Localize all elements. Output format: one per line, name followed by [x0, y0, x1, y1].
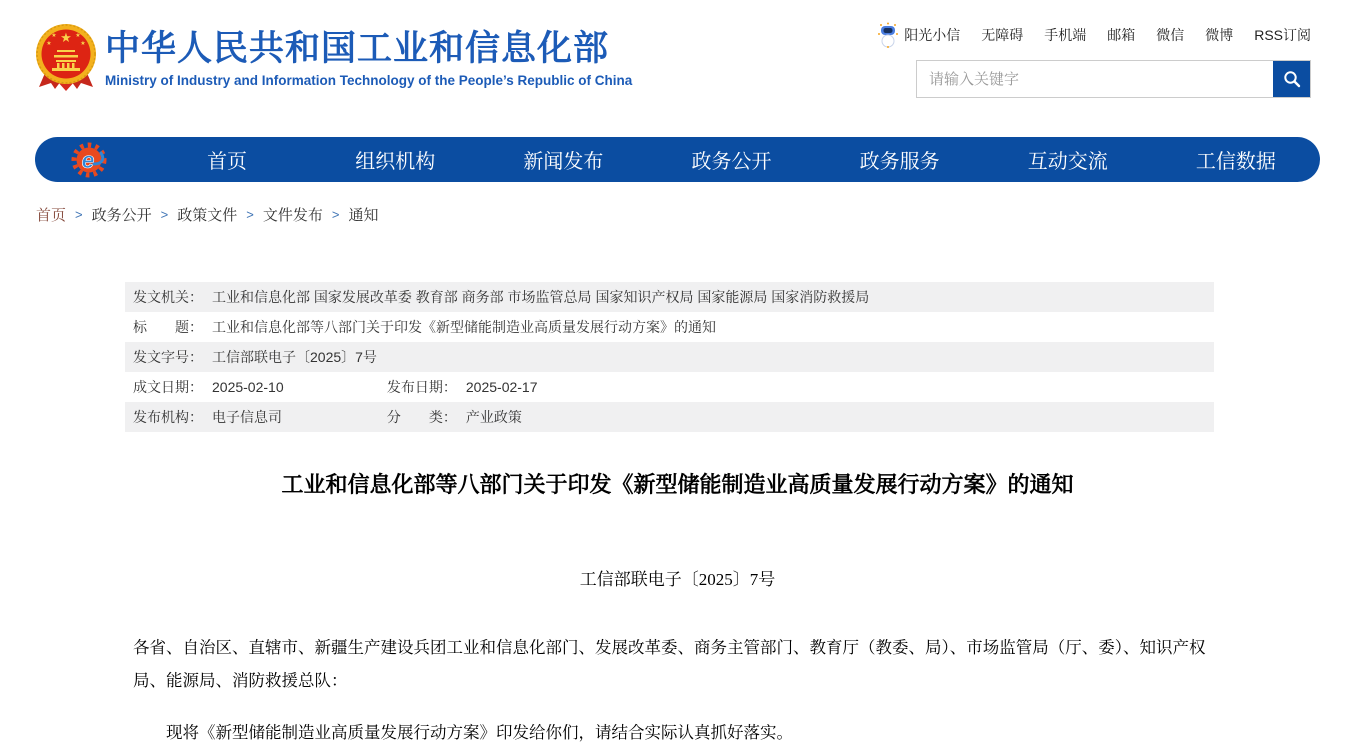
meta-row-doc-number	[125, 342, 1214, 372]
main-nav	[35, 137, 1320, 182]
breadcrumb-separator: >	[160, 207, 169, 222]
quick-link-mobile[interactable]: 手机端	[1044, 27, 1087, 43]
nav-item-news[interactable]: 新闻发布	[523, 151, 604, 173]
meta-label: 发文机关：	[133, 289, 203, 305]
svg-text:e: e	[81, 146, 95, 173]
breadcrumb-separator: >	[75, 207, 83, 222]
meta-label: 标 题：	[133, 319, 203, 335]
nav-item-miit-data[interactable]: 工信数据	[1195, 151, 1276, 173]
article-paragraph-recipients: 各省、自治区、直辖市、新疆生产建设兵团工业和信息化部门、发展改革委、商务主管部门、教育厅（教委、局）、市场监管局（厅、委）、知识产权局、能源局、消防救援总队：	[133, 638, 1206, 690]
meta-label: 成文日期：	[133, 379, 203, 395]
meta-value: 工业和信息化部等八部门关于印发《新型储能制造业高质量发展行动方案》的通知	[212, 319, 716, 335]
gear-e-logo-icon	[69, 140, 109, 180]
quick-link-rss[interactable]: RSS订阅	[1254, 27, 1311, 43]
breadcrumb-gov-disclosure[interactable]: 政务公开	[91, 207, 152, 224]
search-bar	[916, 60, 1311, 98]
meta-value: 工信部联电子〔2025〕7号	[212, 349, 377, 365]
meta-row-agency-category	[125, 402, 1214, 432]
nav-item-gov-disclosure[interactable]: 政务公开	[691, 151, 772, 173]
mascot-robot-icon	[877, 22, 899, 48]
site-title: 中华人民共和国工业和信息化部	[105, 29, 610, 68]
svg-text:★: ★	[80, 41, 86, 47]
svg-text:★: ★	[75, 33, 81, 39]
site-title-block	[105, 29, 632, 88]
meta-label: 发布机构：	[133, 409, 203, 425]
meta-value: 2025-02-10	[212, 379, 284, 395]
search-input[interactable]	[917, 61, 1273, 97]
breadcrumb-policy-documents[interactable]: 政策文件	[177, 207, 238, 224]
svg-text:★: ★	[46, 41, 52, 47]
meta-row-issuing-agency	[125, 282, 1214, 312]
meta-row-dates	[125, 372, 1214, 402]
breadcrumb-separator: >	[331, 207, 340, 222]
document-meta-table	[125, 282, 1214, 432]
meta-value: 电子信息司	[212, 409, 282, 425]
nav-logo	[35, 140, 143, 180]
search-icon	[1282, 69, 1302, 89]
article-title: 工业和信息化部等八部门关于印发《新型储能制造业高质量发展行动方案》的通知	[281, 472, 1074, 497]
breadcrumb-home[interactable]: 首页	[36, 207, 67, 224]
quick-link-mascot[interactable]	[877, 22, 960, 48]
quick-links	[877, 22, 1311, 48]
article-doc-number: 工信部联电子〔2025〕7号	[579, 570, 776, 589]
search-button[interactable]	[1273, 61, 1310, 97]
article-body	[133, 631, 1215, 749]
breadcrumb-notice[interactable]: 通知	[348, 207, 379, 224]
meta-value: 2025-02-17	[465, 379, 538, 395]
nav-item-organization[interactable]: 组织机构	[355, 151, 436, 173]
meta-row-title	[125, 312, 1214, 342]
meta-label: 发布日期：	[386, 379, 457, 395]
quick-link-accessibility[interactable]: 无障碍	[981, 27, 1024, 43]
breadcrumb-separator: >	[246, 207, 254, 222]
breadcrumb	[36, 205, 1355, 224]
quick-link-wechat[interactable]: 微信	[1156, 27, 1185, 43]
meta-value: 工业和信息化部 国家发展改革委 教育部 商务部 市场监管总局 国家知识产权局 国家能源局 国家消防救援局	[212, 289, 870, 305]
svg-text:★: ★	[60, 30, 72, 45]
svg-text:★: ★	[51, 33, 57, 39]
article-paragraph-instruction: 现将《新型储能制造业高质量发展行动方案》印发给你们，请结合实际认真抓好落实。	[166, 723, 793, 742]
nav-item-interaction[interactable]: 互动交流	[1027, 151, 1108, 173]
quick-link-label: 阳光小信	[904, 27, 961, 43]
site-header	[0, 0, 1355, 137]
site-subtitle: Ministry of Industry and Information Technology of the People’s Republic of China	[105, 73, 633, 88]
nav-item-gov-services[interactable]: 政务服务	[859, 151, 940, 173]
quick-link-mail[interactable]: 邮箱	[1107, 27, 1136, 43]
meta-label: 分 类：	[386, 409, 457, 425]
quick-link-weibo[interactable]: 微博	[1205, 27, 1234, 43]
meta-label: 发文字号：	[133, 349, 203, 365]
meta-value: 产业政策	[465, 409, 522, 425]
national-emblem-icon	[35, 23, 97, 92]
nav-item-home[interactable]: 首页	[207, 151, 248, 173]
breadcrumb-document-release[interactable]: 文件发布	[262, 207, 323, 224]
